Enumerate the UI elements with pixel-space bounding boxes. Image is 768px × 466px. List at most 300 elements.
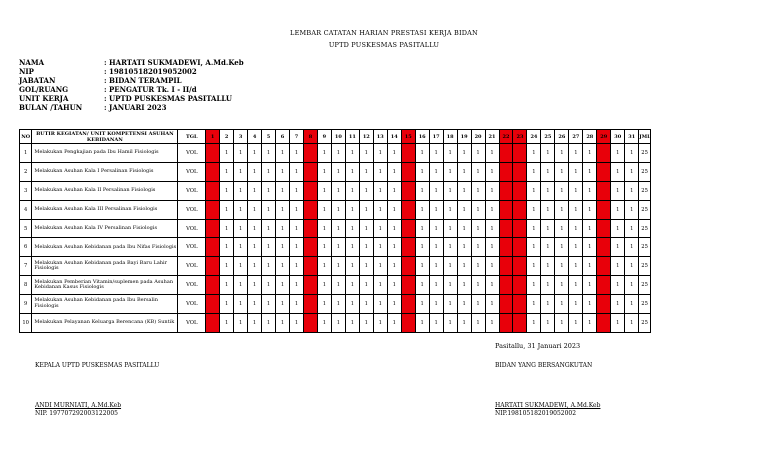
day-cell: 1 xyxy=(457,181,471,200)
day-cell: 1 xyxy=(359,295,373,314)
row-total: 25 xyxy=(639,162,651,181)
holiday-cell xyxy=(206,200,220,219)
day-cell: 1 xyxy=(429,314,443,333)
day-cell: 1 xyxy=(569,314,583,333)
day-cell: 1 xyxy=(373,181,387,200)
day-cell: 1 xyxy=(387,181,401,200)
holiday-cell xyxy=(303,219,317,238)
holiday-cell xyxy=(401,257,415,276)
header-day: 7 xyxy=(289,130,303,144)
day-cell: 1 xyxy=(359,257,373,276)
holiday-cell xyxy=(303,295,317,314)
day-cell: 1 xyxy=(555,314,569,333)
day-cell: 1 xyxy=(359,200,373,219)
day-cell: 1 xyxy=(373,276,387,295)
day-cell: 1 xyxy=(289,181,303,200)
holiday-cell xyxy=(206,181,220,200)
day-cell: 1 xyxy=(262,181,276,200)
table-row xyxy=(20,276,651,295)
day-cell: 1 xyxy=(583,257,597,276)
holiday-cell xyxy=(206,314,220,333)
row-unit: VOL xyxy=(178,314,206,333)
day-cell: 1 xyxy=(415,181,429,200)
day-cell: 1 xyxy=(457,162,471,181)
day-cell: 1 xyxy=(415,295,429,314)
table-row xyxy=(20,257,651,276)
day-cell: 1 xyxy=(485,219,499,238)
day-cell: 1 xyxy=(276,144,290,163)
holiday-cell xyxy=(513,200,527,219)
activity-table xyxy=(19,129,651,333)
day-cell: 1 xyxy=(289,219,303,238)
day-cell: 1 xyxy=(387,295,401,314)
day-cell: 1 xyxy=(359,276,373,295)
day-cell: 1 xyxy=(471,314,485,333)
holiday-cell xyxy=(513,276,527,295)
day-cell: 1 xyxy=(373,144,387,163)
day-cell: 1 xyxy=(625,200,639,219)
holiday-cell xyxy=(499,314,513,333)
day-cell: 1 xyxy=(527,295,541,314)
day-cell: 1 xyxy=(625,295,639,314)
day-cell: 1 xyxy=(625,144,639,163)
day-cell: 1 xyxy=(387,219,401,238)
table-row xyxy=(20,314,651,333)
day-cell: 1 xyxy=(345,257,359,276)
holiday-cell xyxy=(513,144,527,163)
day-cell: 1 xyxy=(248,257,262,276)
day-cell: 1 xyxy=(611,314,625,333)
holiday-cell xyxy=(597,295,611,314)
day-cell: 1 xyxy=(457,219,471,238)
day-cell: 1 xyxy=(527,200,541,219)
row-unit: VOL xyxy=(178,295,206,314)
day-cell: 1 xyxy=(415,144,429,163)
row-number: 3 xyxy=(20,181,32,200)
day-cell: 1 xyxy=(429,257,443,276)
day-cell: 1 xyxy=(485,238,499,257)
header-day: 11 xyxy=(345,130,359,144)
day-cell: 1 xyxy=(373,162,387,181)
day-cell: 1 xyxy=(555,144,569,163)
holiday-cell xyxy=(401,276,415,295)
row-activity: Melakukan Asuhan Kala I Persalinan Fisiologis xyxy=(32,162,178,181)
holiday-cell xyxy=(401,200,415,219)
holiday-cell xyxy=(206,238,220,257)
day-cell: 1 xyxy=(317,238,331,257)
day-cell: 1 xyxy=(583,314,597,333)
day-cell: 1 xyxy=(415,238,429,257)
row-total: 25 xyxy=(639,276,651,295)
row-unit: VOL xyxy=(178,181,206,200)
day-cell: 1 xyxy=(555,162,569,181)
holiday-cell xyxy=(401,144,415,163)
header-jml: JML xyxy=(639,130,651,144)
day-cell: 1 xyxy=(457,144,471,163)
header-activity: BUTIR KEGIATAN/ UNIT KOMPETENSI ASUHAN KEBIDANAN xyxy=(32,130,178,144)
day-cell: 1 xyxy=(289,144,303,163)
info-row-grade: GOL/RUANG : PENGATUR Tk. I - II/d xyxy=(19,85,197,95)
day-cell: 1 xyxy=(345,295,359,314)
table-row xyxy=(20,181,651,200)
holiday-cell xyxy=(303,162,317,181)
day-cell: 1 xyxy=(443,162,457,181)
day-cell: 1 xyxy=(625,181,639,200)
holiday-cell xyxy=(401,181,415,200)
day-cell: 1 xyxy=(220,162,234,181)
header-day: 10 xyxy=(331,130,345,144)
day-cell: 1 xyxy=(345,238,359,257)
row-number: 7 xyxy=(20,257,32,276)
day-cell: 1 xyxy=(276,238,290,257)
day-cell: 1 xyxy=(317,314,331,333)
day-cell: 1 xyxy=(611,144,625,163)
holiday-cell xyxy=(597,181,611,200)
holiday-cell xyxy=(513,314,527,333)
day-cell: 1 xyxy=(429,238,443,257)
row-unit: VOL xyxy=(178,257,206,276)
day-cell: 1 xyxy=(555,257,569,276)
day-cell: 1 xyxy=(471,257,485,276)
header-day: 24 xyxy=(527,130,541,144)
row-total: 25 xyxy=(639,200,651,219)
day-cell: 1 xyxy=(471,181,485,200)
day-cell: 1 xyxy=(471,276,485,295)
day-cell: 1 xyxy=(234,219,248,238)
day-cell: 1 xyxy=(220,200,234,219)
day-cell: 1 xyxy=(569,162,583,181)
day-cell: 1 xyxy=(625,314,639,333)
day-cell: 1 xyxy=(415,200,429,219)
day-cell: 1 xyxy=(248,144,262,163)
day-cell: 1 xyxy=(234,162,248,181)
day-cell: 1 xyxy=(555,276,569,295)
day-cell: 1 xyxy=(317,219,331,238)
day-cell: 1 xyxy=(611,257,625,276)
day-cell: 1 xyxy=(485,276,499,295)
day-cell: 1 xyxy=(457,257,471,276)
header-day: 4 xyxy=(248,130,262,144)
row-total: 25 xyxy=(639,238,651,257)
holiday-cell xyxy=(303,238,317,257)
info-row-period: BULAN /TAHUN : JANUARI 2023 xyxy=(19,103,167,113)
day-cell: 1 xyxy=(345,219,359,238)
day-cell: 1 xyxy=(429,276,443,295)
row-number: 2 xyxy=(20,162,32,181)
day-cell: 1 xyxy=(331,200,345,219)
holiday-cell xyxy=(597,238,611,257)
holiday-cell xyxy=(499,200,513,219)
holiday-cell xyxy=(303,200,317,219)
day-cell: 1 xyxy=(331,295,345,314)
day-cell: 1 xyxy=(234,200,248,219)
day-cell: 1 xyxy=(415,314,429,333)
day-cell: 1 xyxy=(234,276,248,295)
day-cell: 1 xyxy=(248,162,262,181)
day-cell: 1 xyxy=(262,295,276,314)
day-cell: 1 xyxy=(625,257,639,276)
row-unit: VOL xyxy=(178,238,206,257)
holiday-cell xyxy=(597,162,611,181)
day-cell: 1 xyxy=(471,162,485,181)
day-cell: 1 xyxy=(248,314,262,333)
row-unit: VOL xyxy=(178,144,206,163)
day-cell: 1 xyxy=(345,276,359,295)
day-cell: 1 xyxy=(555,295,569,314)
day-cell: 1 xyxy=(541,200,555,219)
header-day: 22 xyxy=(499,130,513,144)
day-cell: 1 xyxy=(583,162,597,181)
day-cell: 1 xyxy=(276,295,290,314)
header-day: 17 xyxy=(429,130,443,144)
holiday-cell xyxy=(597,200,611,219)
day-cell: 1 xyxy=(373,314,387,333)
holiday-cell xyxy=(597,219,611,238)
holiday-cell xyxy=(499,144,513,163)
info-row-unit: UNIT KERJA : UPTD PUSKESMAS PASITALLU xyxy=(19,94,233,104)
holiday-cell xyxy=(206,219,220,238)
day-cell: 1 xyxy=(387,144,401,163)
day-cell: 1 xyxy=(387,276,401,295)
day-cell: 1 xyxy=(541,295,555,314)
day-cell: 1 xyxy=(276,181,290,200)
day-cell: 1 xyxy=(234,181,248,200)
day-cell: 1 xyxy=(485,144,499,163)
row-number: 10 xyxy=(20,314,32,333)
day-cell: 1 xyxy=(443,257,457,276)
day-cell: 1 xyxy=(443,314,457,333)
day-cell: 1 xyxy=(220,295,234,314)
row-activity: Melakukan Pemberian Vitamin/suplemen pada Asuhan Kebidanan Kasus Fisiologis xyxy=(32,276,178,295)
day-cell: 1 xyxy=(583,219,597,238)
day-cell: 1 xyxy=(289,200,303,219)
day-cell: 1 xyxy=(359,314,373,333)
header-day: 16 xyxy=(415,130,429,144)
day-cell: 1 xyxy=(359,144,373,163)
header-day: 19 xyxy=(457,130,471,144)
day-cell: 1 xyxy=(625,276,639,295)
day-cell: 1 xyxy=(611,238,625,257)
day-cell: 1 xyxy=(276,162,290,181)
day-cell: 1 xyxy=(220,257,234,276)
header-day: 30 xyxy=(611,130,625,144)
row-unit: VOL xyxy=(178,219,206,238)
day-cell: 1 xyxy=(248,276,262,295)
header-day: 9 xyxy=(317,130,331,144)
day-cell: 1 xyxy=(429,295,443,314)
day-cell: 1 xyxy=(234,238,248,257)
day-cell: 1 xyxy=(457,314,471,333)
day-cell: 1 xyxy=(429,144,443,163)
right-signatory-role: BIDAN YANG BERSANGKUTAN xyxy=(495,362,593,369)
day-cell: 1 xyxy=(415,257,429,276)
day-cell: 1 xyxy=(387,257,401,276)
day-cell: 1 xyxy=(569,181,583,200)
row-activity: Melakukan Pengkajian pada Ibu Hamil Fisiologis xyxy=(32,144,178,163)
day-cell: 1 xyxy=(485,181,499,200)
day-cell: 1 xyxy=(541,314,555,333)
day-cell: 1 xyxy=(262,238,276,257)
day-cell: 1 xyxy=(262,314,276,333)
row-number: 5 xyxy=(20,219,32,238)
row-activity: Melakukan Asuhan Kebidanan pada Ibu Nifas Fisiologis xyxy=(32,238,178,257)
holiday-cell xyxy=(206,144,220,163)
table-row xyxy=(20,219,651,238)
info-row-position: JABATAN : BIDAN TERAMPIL xyxy=(19,76,182,86)
day-cell: 1 xyxy=(443,238,457,257)
day-cell: 1 xyxy=(527,181,541,200)
header-day: 8 xyxy=(303,130,317,144)
document-subtitle: UPTD PUSKESMAS PASITALLU xyxy=(328,41,440,49)
day-cell: 1 xyxy=(289,238,303,257)
day-cell: 1 xyxy=(262,276,276,295)
header-day: 6 xyxy=(276,130,290,144)
header-day: 21 xyxy=(485,130,499,144)
day-cell: 1 xyxy=(485,257,499,276)
header-day: 31 xyxy=(625,130,639,144)
header-day: 2 xyxy=(220,130,234,144)
holiday-cell xyxy=(206,295,220,314)
day-cell: 1 xyxy=(220,238,234,257)
day-cell: 1 xyxy=(429,181,443,200)
day-cell: 1 xyxy=(248,200,262,219)
day-cell: 1 xyxy=(289,295,303,314)
row-unit: VOL xyxy=(178,200,206,219)
day-cell: 1 xyxy=(262,219,276,238)
day-cell: 1 xyxy=(359,219,373,238)
holiday-cell xyxy=(513,219,527,238)
day-cell: 1 xyxy=(471,295,485,314)
day-cell: 1 xyxy=(331,181,345,200)
day-cell: 1 xyxy=(345,200,359,219)
day-cell: 1 xyxy=(527,162,541,181)
day-cell: 1 xyxy=(471,238,485,257)
day-cell: 1 xyxy=(527,276,541,295)
day-cell: 1 xyxy=(443,295,457,314)
header-day: 23 xyxy=(513,130,527,144)
day-cell: 1 xyxy=(331,276,345,295)
header-day: 26 xyxy=(555,130,569,144)
day-cell: 1 xyxy=(471,219,485,238)
holiday-cell xyxy=(303,276,317,295)
day-cell: 1 xyxy=(625,162,639,181)
day-cell: 1 xyxy=(541,219,555,238)
header-no: NO xyxy=(20,130,32,144)
row-activity: Melakukan Asuhan Kala III Persalinan Fisiologis xyxy=(32,200,178,219)
day-cell: 1 xyxy=(276,219,290,238)
day-cell: 1 xyxy=(345,144,359,163)
day-cell: 1 xyxy=(331,314,345,333)
day-cell: 1 xyxy=(569,257,583,276)
row-total: 25 xyxy=(639,181,651,200)
day-cell: 1 xyxy=(457,276,471,295)
day-cell: 1 xyxy=(555,219,569,238)
holiday-cell xyxy=(499,295,513,314)
day-cell: 1 xyxy=(457,295,471,314)
table-row xyxy=(20,200,651,219)
holiday-cell xyxy=(513,295,527,314)
day-cell: 1 xyxy=(387,162,401,181)
day-cell: 1 xyxy=(359,162,373,181)
holiday-cell xyxy=(206,162,220,181)
day-cell: 1 xyxy=(220,219,234,238)
holiday-cell xyxy=(303,144,317,163)
table-row xyxy=(20,295,651,314)
day-cell: 1 xyxy=(331,162,345,181)
table-row xyxy=(20,238,651,257)
day-cell: 1 xyxy=(317,295,331,314)
day-cell: 1 xyxy=(220,144,234,163)
day-cell: 1 xyxy=(527,257,541,276)
day-cell: 1 xyxy=(387,238,401,257)
day-cell: 1 xyxy=(569,144,583,163)
header-day: 29 xyxy=(597,130,611,144)
day-cell: 1 xyxy=(583,200,597,219)
day-cell: 1 xyxy=(331,238,345,257)
day-cell: 1 xyxy=(443,181,457,200)
holiday-cell xyxy=(597,276,611,295)
left-signatory-role: KEPALA UPTD PUSKESMAS PASITALLU xyxy=(35,362,160,369)
employee-info xyxy=(19,58,244,113)
day-cell: 1 xyxy=(541,162,555,181)
row-number: 6 xyxy=(20,238,32,257)
table-header-row xyxy=(20,130,651,144)
document-title: LEMBAR CATATAN HARIAN PRESTASI KERJA BIDAN xyxy=(290,29,478,37)
day-cell: 1 xyxy=(415,162,429,181)
day-cell: 1 xyxy=(555,200,569,219)
header-day: 13 xyxy=(373,130,387,144)
day-cell: 1 xyxy=(569,219,583,238)
day-cell: 1 xyxy=(611,200,625,219)
day-cell: 1 xyxy=(429,162,443,181)
day-cell: 1 xyxy=(289,276,303,295)
header-day: 20 xyxy=(471,130,485,144)
day-cell: 1 xyxy=(527,144,541,163)
header-day: 3 xyxy=(234,130,248,144)
day-cell: 1 xyxy=(262,144,276,163)
holiday-cell xyxy=(499,219,513,238)
holiday-cell xyxy=(499,257,513,276)
row-total: 25 xyxy=(639,314,651,333)
holiday-cell xyxy=(206,276,220,295)
day-cell: 1 xyxy=(234,295,248,314)
day-cell: 1 xyxy=(248,181,262,200)
day-cell: 1 xyxy=(471,144,485,163)
day-cell: 1 xyxy=(583,295,597,314)
day-cell: 1 xyxy=(248,219,262,238)
day-cell: 1 xyxy=(220,276,234,295)
day-cell: 1 xyxy=(415,276,429,295)
day-cell: 1 xyxy=(583,181,597,200)
day-cell: 1 xyxy=(443,276,457,295)
day-cell: 1 xyxy=(234,144,248,163)
day-cell: 1 xyxy=(457,238,471,257)
day-cell: 1 xyxy=(527,219,541,238)
day-cell: 1 xyxy=(345,162,359,181)
day-cell: 1 xyxy=(317,181,331,200)
holiday-cell xyxy=(513,162,527,181)
day-cell: 1 xyxy=(611,276,625,295)
day-cell: 1 xyxy=(569,200,583,219)
day-cell: 1 xyxy=(317,200,331,219)
day-cell: 1 xyxy=(248,295,262,314)
day-cell: 1 xyxy=(234,257,248,276)
header-day: 1 xyxy=(206,130,220,144)
day-cell: 1 xyxy=(527,238,541,257)
day-cell: 1 xyxy=(331,219,345,238)
day-cell: 1 xyxy=(289,314,303,333)
header-day: 12 xyxy=(359,130,373,144)
